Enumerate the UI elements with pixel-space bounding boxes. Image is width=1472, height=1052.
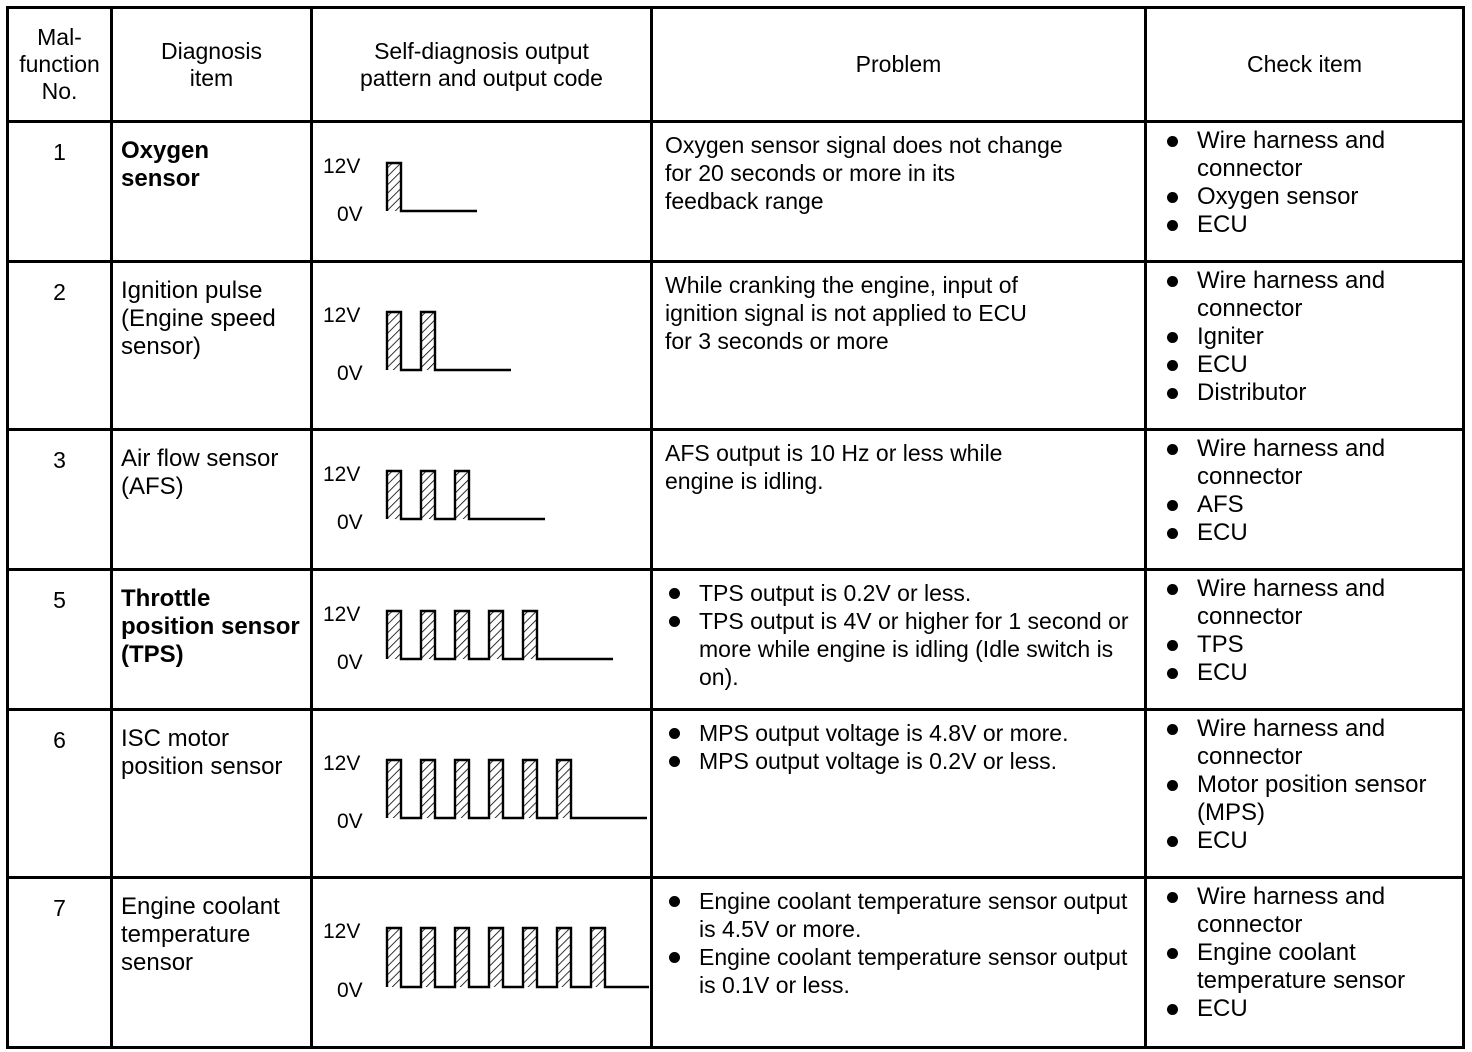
item-line: Ignition pulse — [121, 277, 263, 304]
voltage-label-12v: 12V — [323, 752, 361, 775]
pulse-fill — [523, 760, 537, 818]
item-line: (AFS) — [121, 473, 184, 500]
malfunction-number: 2 — [8, 262, 112, 430]
pulse-fill — [387, 312, 401, 370]
voltage-label-0v: 0V — [337, 362, 363, 385]
malfunction-number: 6 — [8, 710, 112, 878]
check-item: Wire harness and connector — [1163, 435, 1456, 491]
waveform-line — [387, 312, 511, 370]
header-malfunction-no — [8, 8, 112, 122]
self-diagnosis-table — [6, 6, 1465, 1049]
table-row — [8, 878, 1464, 1048]
check-item: Oxygen sensor — [1163, 183, 1456, 211]
pulse-fill — [557, 760, 571, 818]
problem-cell — [652, 570, 1146, 710]
voltage-label-0v: 0V — [337, 511, 363, 534]
output-pattern-cell — [312, 878, 652, 1048]
item-line: Oxygen — [121, 137, 210, 164]
pulse-fill — [421, 760, 435, 818]
problem-line: for 20 seconds or more in its — [665, 160, 956, 186]
malfunction-number: 7 — [8, 878, 112, 1048]
item-line: position sensor — [121, 613, 300, 640]
pulse-fill — [387, 928, 401, 987]
item-line: position sensor — [121, 753, 283, 780]
pulse-fill — [591, 928, 605, 987]
pulse-fill — [387, 471, 401, 519]
check-item: Wire harness and connector — [1163, 267, 1456, 323]
item-line: (Engine speed — [121, 305, 276, 332]
diagnosis-table-sheet — [6, 6, 1462, 1046]
output-waveform — [313, 711, 649, 873]
problem-line: for 3 seconds or more — [665, 328, 889, 354]
output-waveform — [313, 431, 649, 565]
problem-cell — [652, 878, 1146, 1048]
pulse-fill — [421, 471, 435, 519]
header-malfunction-line1: Mal- — [37, 24, 82, 50]
pulse-fill — [387, 760, 401, 818]
problem-bullet: Engine coolant temperature sensor output is 0.1V or less. — [665, 943, 1136, 999]
check-item: ECU — [1163, 519, 1456, 547]
problem-cell — [652, 262, 1146, 430]
header-malfunction-line2: function — [19, 51, 100, 77]
header-diagnosis-line2: item — [189, 64, 234, 91]
pulse-fill — [523, 928, 537, 987]
header-diagnosis-item — [112, 8, 312, 122]
diagnosis-item — [112, 122, 312, 262]
malfunction-number: 5 — [8, 570, 112, 710]
problem-line: Oxygen sensor signal does not change — [665, 132, 1063, 158]
output-waveform — [313, 263, 649, 425]
header-diagnosis-line1: Diagnosis — [161, 37, 262, 64]
check-item: Distributor — [1163, 379, 1456, 407]
pulse-fill — [455, 760, 469, 818]
item-line: sensor — [121, 165, 200, 192]
problem-line: AFS output is 10 Hz or less while — [665, 440, 1003, 466]
check-item-cell — [1146, 710, 1464, 878]
check-item: Wire harness and connector — [1163, 883, 1456, 939]
problem-bullet: MPS output voltage is 0.2V or less. — [665, 747, 1136, 775]
check-item: Wire harness and connector — [1163, 575, 1456, 631]
voltage-label-0v: 0V — [337, 651, 363, 674]
header-pattern-line2: pattern and output code — [360, 64, 603, 91]
header-output-pattern — [312, 8, 652, 122]
diagnosis-item — [112, 570, 312, 710]
check-item: AFS — [1163, 491, 1456, 519]
diagnosis-item — [112, 430, 312, 570]
problem-cell — [652, 122, 1146, 262]
check-item: Wire harness and connector — [1163, 127, 1456, 183]
problem-line: While cranking the engine, input of — [665, 272, 1018, 298]
pulse-fill — [421, 928, 435, 987]
voltage-label-12v: 12V — [323, 155, 361, 178]
voltage-label-12v: 12V — [323, 603, 361, 626]
table-row — [8, 710, 1464, 878]
problem-bullet: TPS output is 4V or higher for 1 second or more while engine is idling (Idle switch is on). — [665, 607, 1136, 691]
check-item: Engine coolant temperature sensor — [1163, 939, 1456, 995]
problem-bullet: TPS output is 0.2V or less. — [665, 579, 1136, 607]
voltage-label-0v: 0V — [337, 979, 363, 1002]
check-item-cell — [1146, 878, 1464, 1048]
pulse-fill — [421, 611, 435, 659]
item-line: temperature — [121, 921, 251, 948]
table-row — [8, 570, 1464, 710]
pulse-fill — [489, 611, 503, 659]
voltage-label-12v: 12V — [323, 463, 361, 486]
check-item: ECU — [1163, 211, 1456, 239]
output-pattern-cell — [312, 430, 652, 570]
table-row — [8, 430, 1464, 570]
problem-bullet: Engine coolant temperature sensor output is 4.5V or more. — [665, 887, 1136, 943]
item-line: Air flow sensor — [121, 445, 279, 472]
pulse-fill — [523, 611, 537, 659]
table-row — [8, 122, 1464, 262]
item-line: sensor — [121, 949, 194, 976]
voltage-label-0v: 0V — [337, 203, 363, 226]
problem-line: feedback range — [665, 188, 824, 214]
output-waveform — [313, 571, 649, 705]
diagnosis-item — [112, 710, 312, 878]
header-problem: Problem — [652, 8, 1146, 122]
diagnosis-item — [112, 262, 312, 430]
problem-cell — [652, 710, 1146, 878]
problem-line: ignition signal is not applied to ECU — [665, 300, 1027, 326]
check-item-cell — [1146, 122, 1464, 262]
pulse-fill — [557, 928, 571, 987]
output-waveform — [313, 879, 649, 1043]
check-item: Igniter — [1163, 323, 1456, 351]
output-pattern-cell — [312, 570, 652, 710]
check-item-cell — [1146, 430, 1464, 570]
check-item: ECU — [1163, 659, 1456, 687]
header-check-item: Check item — [1146, 8, 1464, 122]
check-item-cell — [1146, 262, 1464, 430]
check-item: TPS — [1163, 631, 1456, 659]
pulse-fill — [421, 312, 435, 370]
pulse-fill — [387, 611, 401, 659]
item-line: (TPS) — [121, 641, 184, 668]
check-item: Wire harness and connector — [1163, 715, 1456, 771]
pulse-fill — [455, 471, 469, 519]
header-row — [8, 8, 1464, 122]
voltage-label-12v: 12V — [323, 304, 361, 327]
check-item: ECU — [1163, 351, 1456, 379]
output-pattern-cell — [312, 122, 652, 262]
check-item-cell — [1146, 570, 1464, 710]
problem-line: engine is idling. — [665, 468, 824, 494]
voltage-label-0v: 0V — [337, 810, 363, 833]
output-pattern-cell — [312, 710, 652, 878]
pulse-fill — [455, 611, 469, 659]
diagnosis-item — [112, 878, 312, 1048]
voltage-label-12v: 12V — [323, 920, 361, 943]
problem-cell — [652, 430, 1146, 570]
malfunction-number: 3 — [8, 430, 112, 570]
check-item: Motor position sensor (MPS) — [1163, 771, 1456, 827]
pulse-fill — [489, 928, 503, 987]
header-pattern-line1: Self-diagnosis output — [374, 37, 589, 64]
item-line: ISC motor — [121, 725, 230, 752]
item-line: Throttle — [121, 585, 211, 612]
pulse-fill — [387, 163, 401, 211]
pulse-fill — [489, 760, 503, 818]
item-line: sensor) — [121, 333, 202, 360]
problem-bullet: MPS output voltage is 4.8V or more. — [665, 719, 1136, 747]
malfunction-number: 1 — [8, 122, 112, 262]
check-item: ECU — [1163, 995, 1456, 1023]
check-item: ECU — [1163, 827, 1456, 855]
item-line: Engine coolant — [121, 893, 280, 920]
output-waveform — [313, 123, 649, 257]
pulse-fill — [455, 928, 469, 987]
waveform-line — [387, 163, 477, 211]
table-row — [8, 262, 1464, 430]
output-pattern-cell — [312, 262, 652, 430]
header-malfunction-line3: No. — [41, 78, 78, 104]
